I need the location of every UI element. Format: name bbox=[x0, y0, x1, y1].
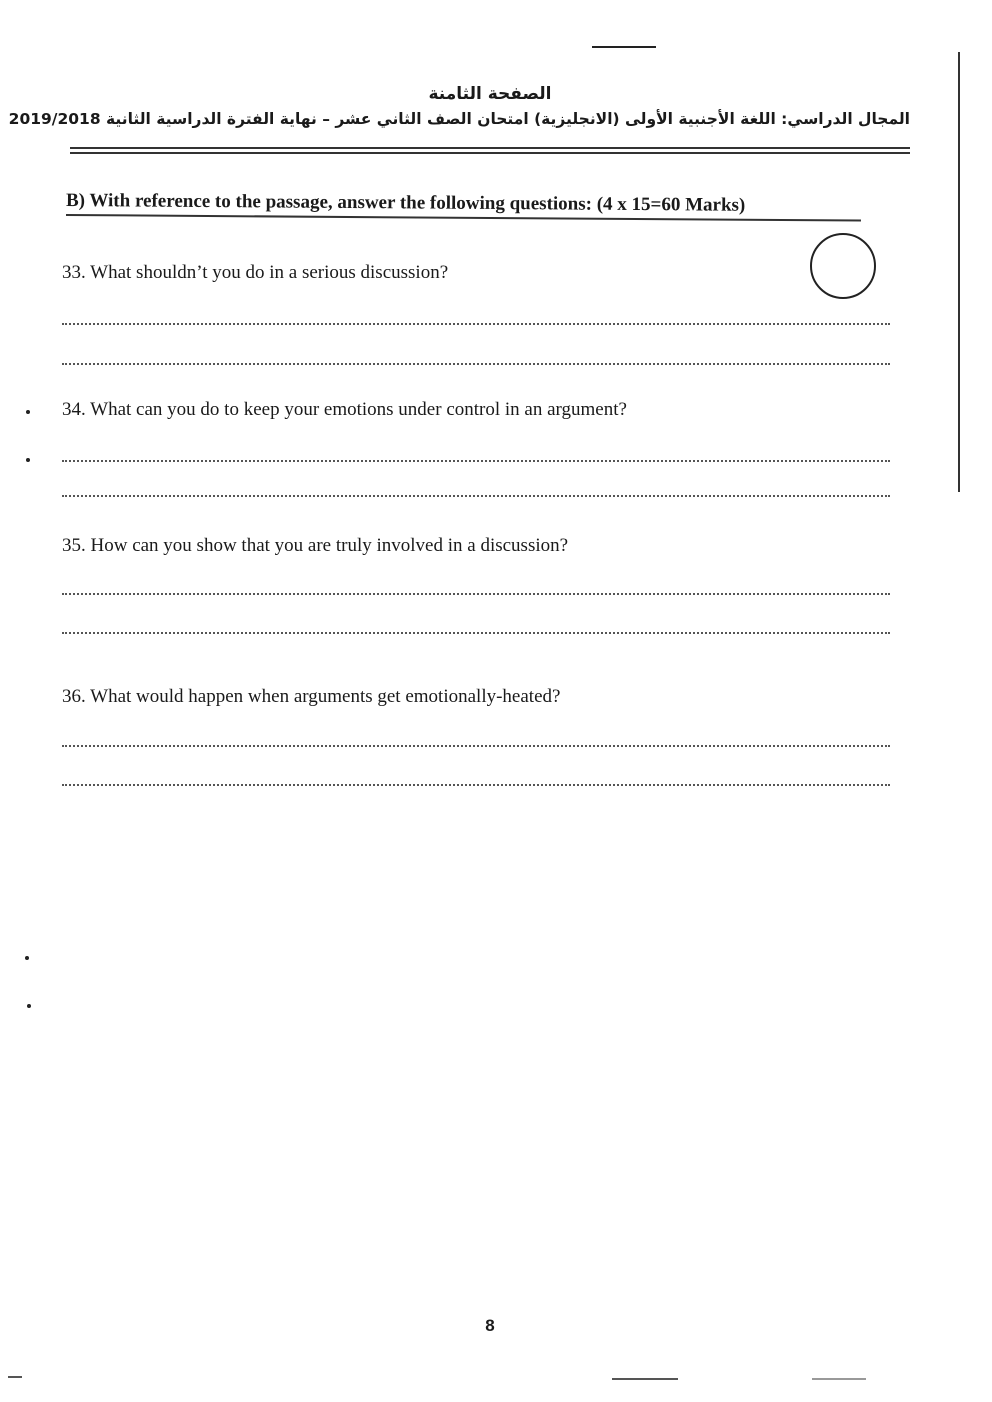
answer-line[interactable] bbox=[62, 363, 890, 365]
header-divider-second bbox=[70, 152, 910, 154]
answer-line[interactable] bbox=[62, 784, 890, 786]
section-heading: B) With reference to the passage, answer the following questions: (4 x 15=60 Marks) bbox=[65, 190, 746, 216]
answer-line[interactable] bbox=[62, 323, 890, 325]
answer-line[interactable] bbox=[62, 460, 890, 462]
footer-mark bbox=[812, 1378, 866, 1380]
footer-mark bbox=[612, 1378, 678, 1380]
margin-speck bbox=[27, 1004, 31, 1008]
top-dash-mark bbox=[592, 46, 656, 48]
exam-subject-line: المجال الدراسي: اللغة الأجنبية الأولى (الانجليزية) امتحان الصف الثاني عشر – نهاية الفترة الدراسية الثانية 2019/2018 bbox=[8, 110, 910, 128]
score-circle bbox=[810, 233, 876, 299]
question-34: 34. What can you do to keep your emotions under control in an argument? bbox=[62, 399, 627, 420]
margin-speck bbox=[25, 956, 29, 960]
header-divider bbox=[70, 147, 910, 149]
footer-mark bbox=[8, 1376, 22, 1378]
question-35: 35. How can you show that you are truly involved in a discussion? bbox=[62, 535, 569, 556]
question-33: 33. What shouldn’t you do in a serious discussion? bbox=[62, 262, 449, 283]
right-margin-rule bbox=[958, 52, 960, 492]
page-label: الصفحة الثامنة bbox=[428, 84, 552, 104]
question-36: 36. What would happen when arguments get emotionally-heated? bbox=[62, 686, 561, 707]
margin-speck bbox=[26, 410, 30, 414]
answer-line[interactable] bbox=[62, 632, 890, 634]
answer-line[interactable] bbox=[62, 495, 890, 497]
margin-speck bbox=[26, 458, 30, 462]
page-number: 8 bbox=[485, 1316, 495, 1335]
answer-line[interactable] bbox=[62, 593, 890, 595]
answer-line[interactable] bbox=[62, 745, 890, 747]
